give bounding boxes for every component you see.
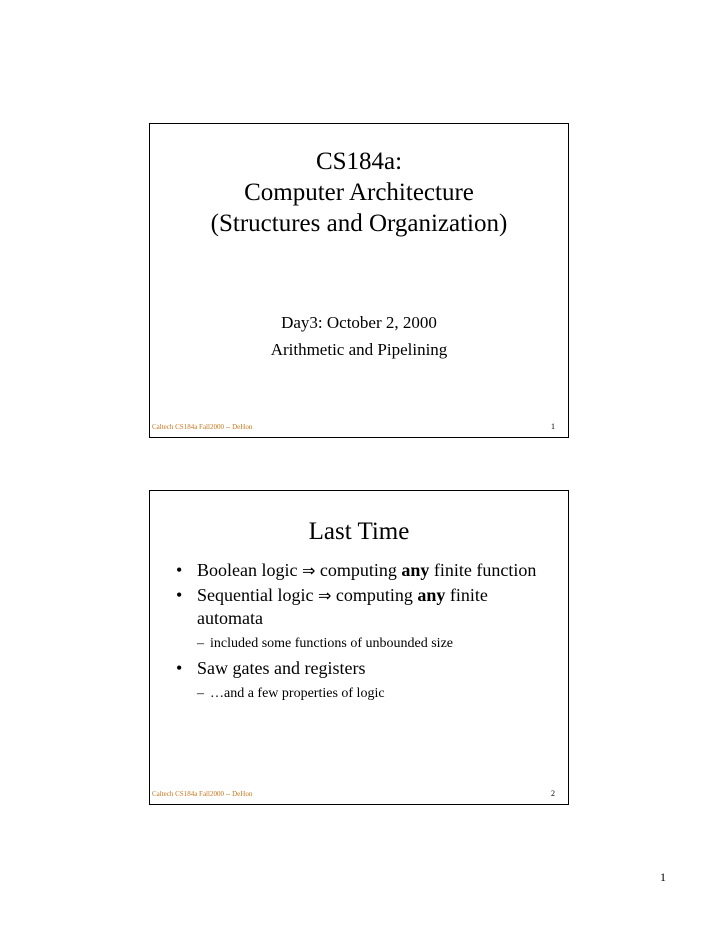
bold-any: any bbox=[417, 585, 446, 605]
bullet-gates-registers bbox=[172, 657, 552, 680]
subtitle-topic: Arithmetic and Pipelining bbox=[270, 340, 448, 359]
title-line-2: Computer Architecture bbox=[244, 179, 474, 206]
slide-1-footer: Caltech CS184a Fall2000 -- DeHon bbox=[152, 423, 253, 431]
sub-bullet-unbounded bbox=[172, 634, 552, 653]
slide-2 bbox=[149, 490, 569, 805]
title-line-1: CS184a: bbox=[315, 148, 403, 175]
implies-arrow: ⇒ bbox=[317, 586, 332, 605]
bullet-glyph: • bbox=[176, 560, 183, 580]
slide-2-title: Last Time bbox=[308, 518, 410, 545]
title-line-3: (Structures and Organization) bbox=[210, 210, 508, 237]
sub-bullet-glyph: – bbox=[197, 686, 204, 701]
bullet-text: Boolean logic bbox=[197, 560, 302, 580]
bullet-text: Saw gates and registers bbox=[197, 658, 366, 678]
bullet-glyph: • bbox=[176, 585, 183, 605]
bullet-boolean-logic bbox=[172, 559, 552, 582]
sub-bullet-text: …and a few properties of logic bbox=[210, 686, 385, 701]
bullet-text: finite automata bbox=[197, 585, 488, 628]
subtitle-date: Day3: October 2, 2000 bbox=[281, 313, 437, 332]
bullet-sequential-logic bbox=[172, 584, 552, 630]
slide-2-number: 2 bbox=[551, 789, 555, 798]
sub-bullet-text: included some functions of unbounded size bbox=[210, 636, 454, 651]
bullet-glyph: • bbox=[176, 658, 183, 678]
slide-1-number: 1 bbox=[551, 422, 555, 431]
bullet-text: computing bbox=[315, 560, 402, 580]
slide-1 bbox=[149, 123, 569, 438]
bold-any: any bbox=[401, 560, 430, 580]
slide-1-title bbox=[150, 146, 568, 239]
page-number: 1 bbox=[660, 870, 666, 884]
bullet-list bbox=[172, 559, 552, 707]
bullet-text: Sequential logic bbox=[197, 585, 318, 605]
slide-2-footer: Caltech CS184a Fall2000 -- DeHon bbox=[152, 790, 253, 798]
slide-1-subtitle bbox=[150, 309, 568, 363]
sub-bullet-glyph: – bbox=[197, 636, 204, 651]
implies-arrow: ⇒ bbox=[301, 561, 316, 580]
sub-bullet-properties bbox=[172, 684, 552, 703]
bullet-text: finite function bbox=[429, 560, 537, 580]
bullet-text: computing bbox=[331, 585, 418, 605]
